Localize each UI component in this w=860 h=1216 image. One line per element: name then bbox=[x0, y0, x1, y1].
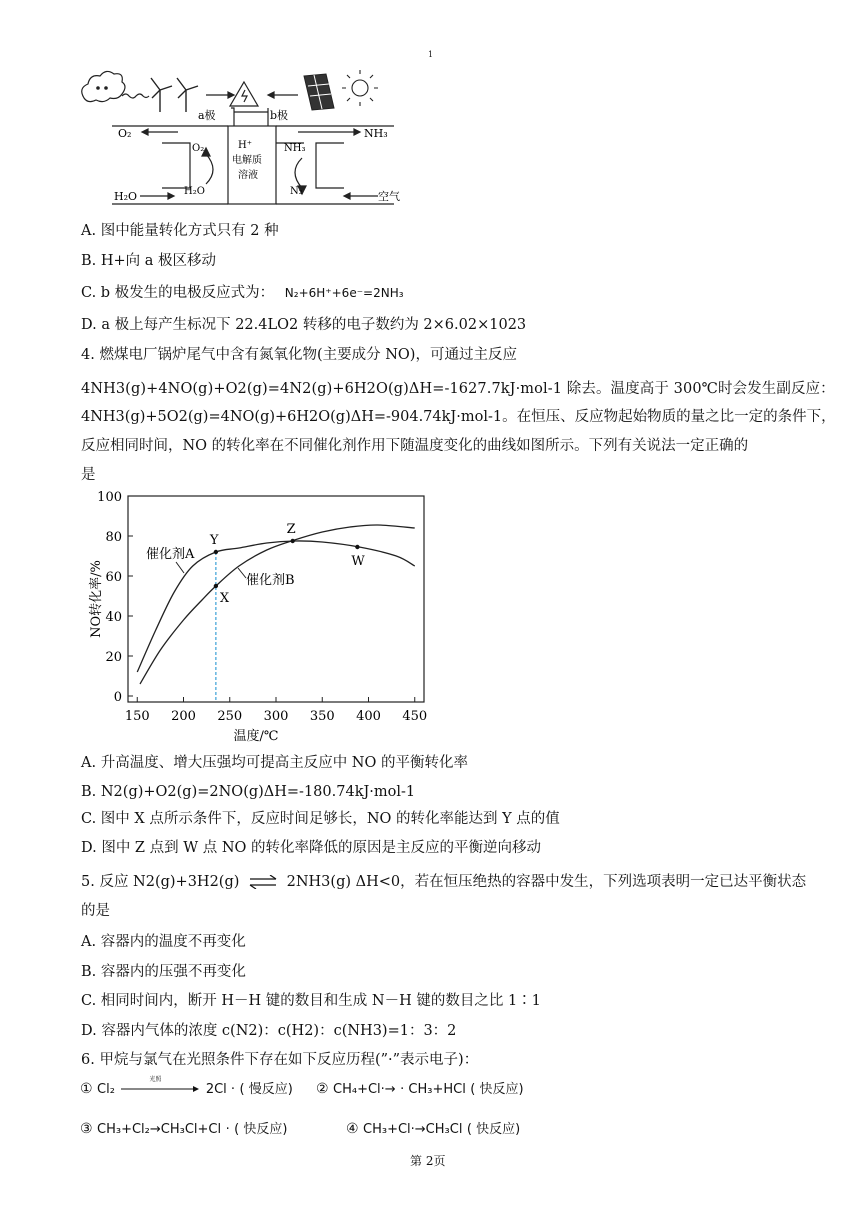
cloud-icon bbox=[82, 71, 149, 101]
step-rhs: · CH₃+HCl bbox=[400, 1082, 466, 1097]
q5-option-b: B. 容器内的压强不再变化 bbox=[81, 964, 246, 980]
q6-step-1 bbox=[80, 1078, 293, 1097]
point-label-x: X bbox=[219, 591, 230, 606]
o2-in-label: O₂ bbox=[192, 143, 205, 154]
x-tick-label: 200 bbox=[171, 709, 196, 724]
series-label-catalyst-a: 催化剂A bbox=[146, 547, 195, 562]
air-label: 空气 bbox=[378, 190, 400, 203]
o2-out-label: O₂ bbox=[118, 127, 132, 140]
q3-option-c bbox=[81, 283, 404, 303]
y-tick-label: 40 bbox=[105, 610, 122, 625]
arrow-condition: 光照 bbox=[149, 1076, 162, 1083]
series-label-catalyst-b: 催化剂B bbox=[246, 573, 295, 588]
y-tick-label: 80 bbox=[105, 530, 122, 545]
x-tick-label: 450 bbox=[402, 709, 428, 724]
step-rate: ( 快反应) bbox=[466, 1122, 521, 1137]
step-number: ④ bbox=[346, 1121, 359, 1137]
q5-option-d: D. 容器内气体的浓度 c(N2)：c(H2)：c(NH3)=1：3：2 bbox=[81, 1023, 457, 1039]
step-rhs: 2Cl · bbox=[205, 1082, 236, 1097]
y-tick-label: 100 bbox=[97, 490, 122, 505]
x-axis-label: 温度/℃ bbox=[233, 729, 279, 744]
q6-step-3 bbox=[80, 1118, 287, 1137]
q6-step-2 bbox=[316, 1078, 524, 1097]
y-tick-label: 0 bbox=[113, 690, 122, 705]
q4-stem-line-2: 4NH3(g)+4NO(g)+O2(g)=4N2(g)+6H2O(g)ΔH=-1627.7kJ·mol-1 除去。温度高于 300℃时会发生副反应： bbox=[81, 381, 835, 397]
point-label-y: Y bbox=[209, 533, 219, 548]
step-number: ③ bbox=[80, 1121, 93, 1137]
leader-line-a bbox=[176, 562, 184, 573]
point-label-w: W bbox=[351, 554, 365, 569]
q4-stem-line-3: 4NH3(g)+5O2(g)=4NO(g)+6H2O(g)ΔH=-904.74kJ·mol-1。在恒压、反应物起始物质的量之比一定的条件下， bbox=[81, 409, 836, 425]
electrolyte-label: 电解质 bbox=[232, 155, 262, 166]
light-arrow bbox=[119, 1076, 201, 1096]
b-pole-label: b极 bbox=[270, 109, 289, 122]
q5-stem-part-1: 5. 反应 N2(g)+3H2(g) bbox=[81, 874, 240, 890]
q4-stem-line-4: 反应相同时间，NO 的转化率在不同催化剂作用下随温度变化的曲线如图所示。下列有关说法一定正确的 bbox=[81, 438, 749, 454]
step-lhs: CH₃+Cl₂→CH₃Cl+Cl bbox=[97, 1122, 222, 1137]
x-tick-label: 400 bbox=[356, 709, 381, 724]
lightning-icon bbox=[230, 82, 258, 106]
q4-stem-line-5: 是 bbox=[81, 467, 96, 483]
arrow-right-icon bbox=[119, 1082, 201, 1096]
page-mark: 1 bbox=[428, 50, 434, 59]
x-tick-label: 350 bbox=[309, 709, 335, 724]
x-tick-label: 250 bbox=[217, 709, 243, 724]
q4-option-c: C. 图中 X 点所示条件下，反应时间足够长，NO 的转化率能达到 Y 点的值 bbox=[81, 811, 560, 827]
point-label-z: Z bbox=[286, 522, 296, 537]
q5-stem-part-2: 2NH3(g) ΔH<0，若在恒压绝热的容器中发生，下列选项表明一定已达平衡状态 bbox=[286, 874, 807, 890]
leader-line-b bbox=[238, 568, 246, 578]
wind-turbine-icon bbox=[151, 78, 198, 112]
h2o-in-label: H₂O bbox=[184, 186, 205, 197]
step-lhs: CH₄+Cl·→ bbox=[333, 1082, 396, 1097]
x-tick-label: 300 bbox=[263, 709, 289, 724]
plot-frame bbox=[128, 496, 424, 702]
step-lhs: CH₃+Cl·→CH₃Cl bbox=[363, 1122, 463, 1137]
q6-step-4 bbox=[346, 1118, 520, 1137]
nh3-out-label: NH₃ bbox=[364, 127, 388, 140]
q5-option-c: C. 相同时间内，断开 H－H 键的数目和生成 N－H 键的数目之比 1∶1 bbox=[81, 993, 541, 1009]
y-tick-label: 20 bbox=[105, 650, 122, 665]
q3-option-d: D. a 极上每产生标况下 22.4LO2 转移的电子数约为 2×6.02×1023 bbox=[81, 317, 527, 333]
n2-in-label: N₂ bbox=[290, 186, 303, 197]
page-footer: 第 2页 bbox=[410, 1154, 446, 1168]
q3-option-a: A. 图中能量转化方式只有 2 种 bbox=[81, 223, 279, 239]
y-tick-label: 60 bbox=[105, 570, 122, 585]
q5-stem-line-1 bbox=[81, 872, 806, 892]
step-rate: ( 快反应) bbox=[470, 1082, 524, 1097]
step-rhs: · bbox=[225, 1122, 230, 1137]
q3-option-b: B. H+向 a 极区移动 bbox=[81, 253, 217, 269]
q4-option-d: D. 图中 Z 点到 W 点 NO 的转化率降低的原因是主反应的平衡逆向移动 bbox=[81, 840, 542, 856]
q6-intro: 6. 甲烷与氯气在光照条件下存在如下反应历程(”·”表示电子)： bbox=[81, 1052, 479, 1068]
step-lhs: Cl₂ bbox=[97, 1082, 115, 1097]
nh3-in-label: NH₃ bbox=[284, 143, 306, 154]
point-x bbox=[214, 584, 218, 588]
step-rate: ( 慢反应) bbox=[239, 1082, 293, 1097]
step-rate: ( 快反应) bbox=[234, 1122, 288, 1137]
h2o-left-label: H₂O bbox=[114, 190, 138, 203]
q3-option-c-formula: N₂+6H⁺+6e⁻=2NH₃ bbox=[284, 286, 404, 300]
equilibrium-arrow-icon bbox=[248, 875, 278, 889]
q4-option-b: B. N2(g)+O2(g)=2NO(g)ΔH=-180.74kJ·mol-1 bbox=[81, 784, 416, 800]
a-pole-label: a极 bbox=[198, 109, 216, 122]
no-conversion-chart bbox=[88, 488, 438, 744]
q5-stem-line-2: 的是 bbox=[81, 903, 110, 919]
cell-diagram bbox=[78, 68, 408, 210]
q3-option-c-text: C. b 极发生的电极反应式为： bbox=[81, 285, 275, 301]
sun-icon bbox=[342, 70, 378, 106]
point-z bbox=[290, 539, 294, 543]
q4-option-a: A. 升高温度、增大压强均可提高主反应中 NO 的平衡转化率 bbox=[81, 755, 468, 771]
solar-panel-icon bbox=[304, 74, 334, 110]
x-tick-label: 150 bbox=[124, 709, 150, 724]
step-number: ① bbox=[80, 1081, 93, 1097]
y-axis-label: NO转化率/% bbox=[89, 560, 104, 638]
q4-stem-line-1: 4. 燃煤电厂锅炉尾气中含有氮氧化物(主要成分 NO)，可通过主反应 bbox=[81, 347, 517, 363]
point-y bbox=[214, 550, 218, 554]
hplus-label: H⁺ bbox=[238, 140, 252, 151]
point-w bbox=[355, 545, 359, 549]
step-number: ② bbox=[316, 1081, 329, 1097]
q5-option-a: A. 容器内的温度不再变化 bbox=[81, 934, 246, 950]
solution-label: 溶液 bbox=[238, 170, 258, 181]
